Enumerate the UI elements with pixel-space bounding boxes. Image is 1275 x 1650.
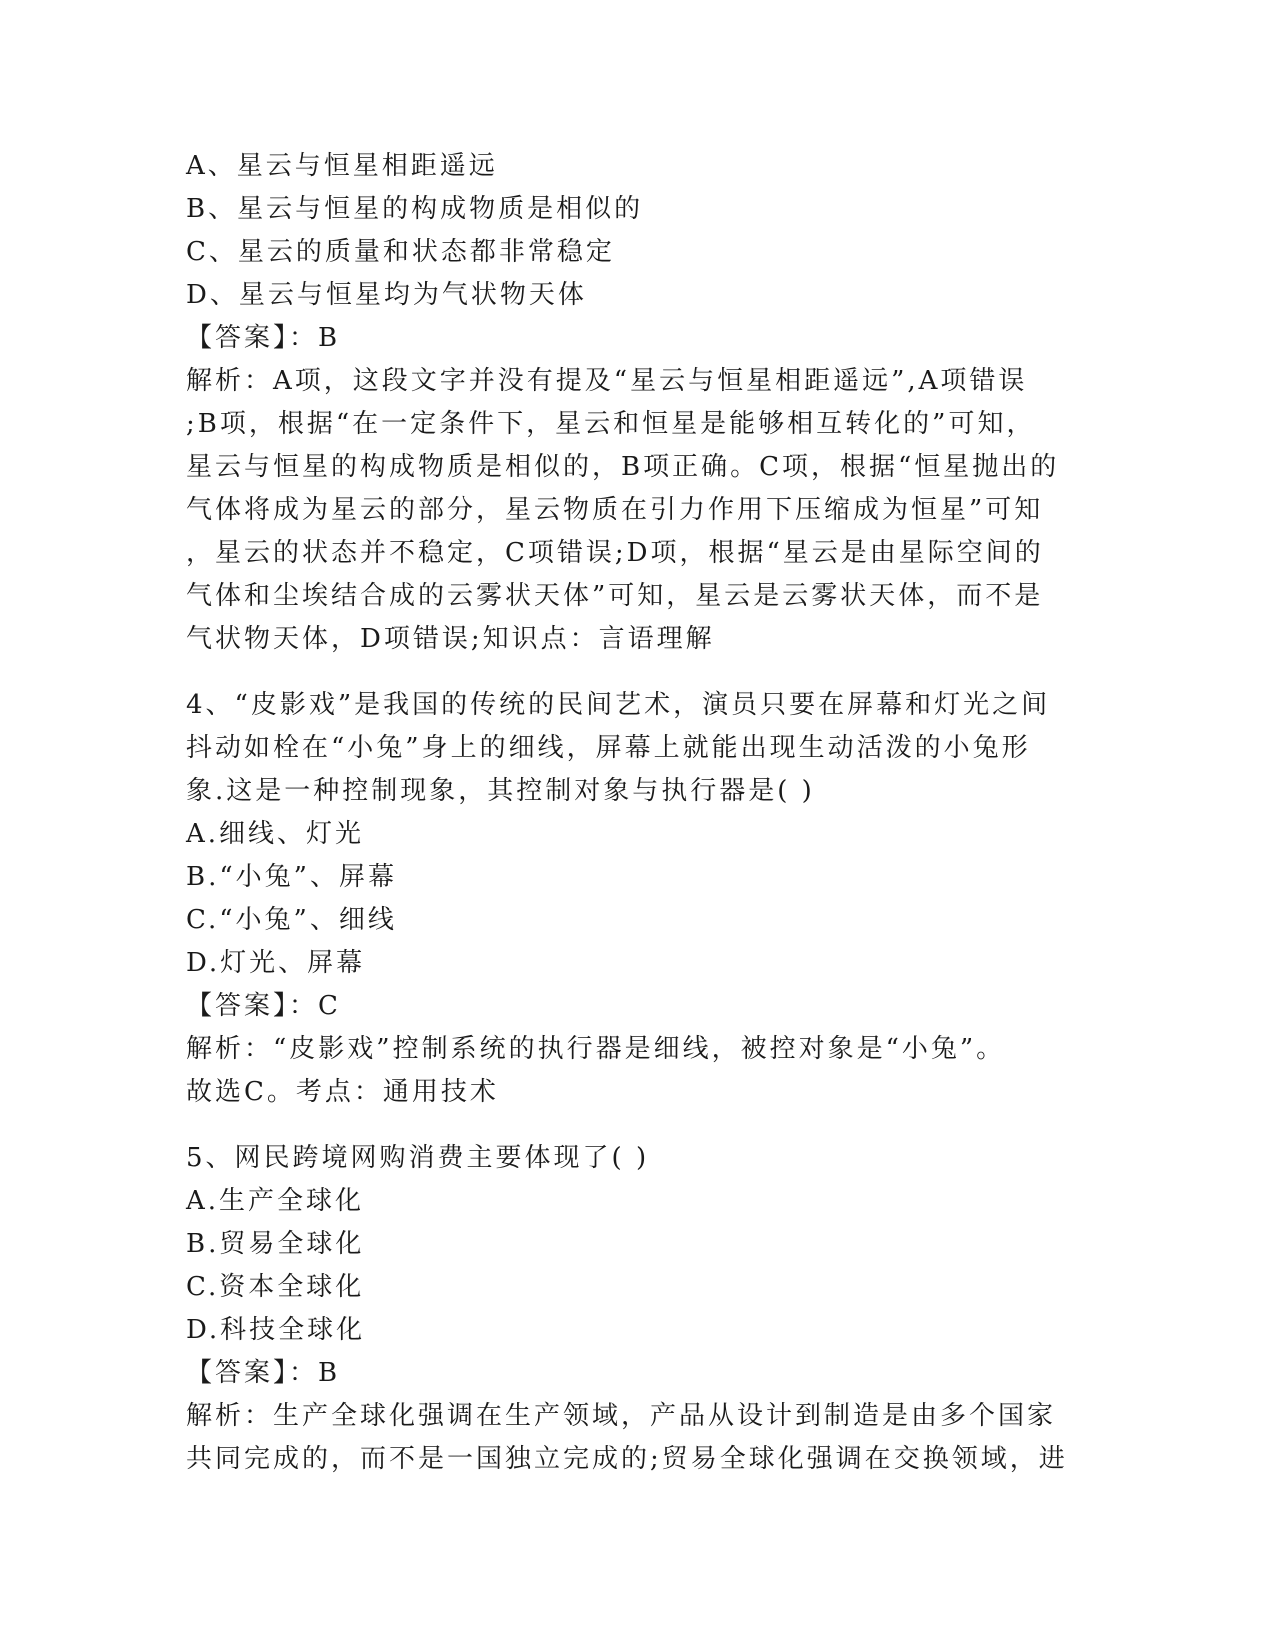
option-b: B、星云与恒星的构成物质是相似的: [186, 194, 644, 224]
question-3-block: [186, 145, 1075, 661]
question-4-block: [186, 684, 1075, 1114]
question-stem: 5、网民跨境网购消费主要体现了( ): [186, 1143, 650, 1173]
option-a: A.细线、灯光: [186, 819, 365, 849]
analysis-line: ，星云的状态并不稳定，C项错误;D项，根据“星云是由星际空间的: [186, 538, 1044, 568]
answer-line: 【答案】：B: [186, 1358, 341, 1388]
analysis-line: 气状物天体，D项错误;知识点：言语理解: [186, 624, 715, 654]
option-d: D、星云与恒星均为气状物天体: [186, 280, 587, 310]
option-a: A、星云与恒星相距遥远: [186, 151, 498, 181]
option-b: B.贸易全球化: [186, 1229, 365, 1259]
answer-line: 【答案】：C: [186, 991, 341, 1021]
analysis-line: ;B项，根据“在一定条件下，星云和恒星是能够相互转化的”可知，: [186, 409, 1036, 439]
question-stem: 4、“皮影戏”是我国的传统的民间艺术，演员只要在屏幕和灯光之间: [186, 690, 1051, 720]
option-d: D.科技全球化: [186, 1315, 366, 1345]
option-a: A.生产全球化: [186, 1186, 365, 1216]
option-b: B.“小兔”、屏幕: [186, 862, 397, 892]
question-stem: 抖动如栓在“小兔”身上的细线，屏幕上就能出现生动活泼的小兔形: [186, 733, 1031, 763]
analysis-line: 解析：生产全球化强调在生产领域，产品从设计到制造是由多个国家: [186, 1401, 1057, 1431]
analysis-line: 气体和尘埃结合成的云雾状天体”可知，星云是云雾状天体，而不是: [186, 581, 1044, 611]
answer-line: 【答案】：B: [186, 323, 341, 353]
analysis-line: 星云与恒星的构成物质是相似的，B项正确。C项，根据“恒星抛出的: [186, 452, 1060, 482]
option-d: D.灯光、屏幕: [186, 948, 366, 978]
option-c: C.“小兔”、细线: [186, 905, 397, 935]
question-stem: 象.这是一种控制现象，其控制对象与执行器是( ): [186, 776, 815, 806]
analysis-line: 解析：“皮影戏”控制系统的执行器是细线，被控对象是“小兔”。: [186, 1034, 1006, 1064]
analysis-line: 解析：A项，这段文字并没有提及“星云与恒星相距遥远”,A项错误: [186, 366, 1028, 396]
spacer: [186, 1114, 1075, 1137]
option-c: C、星云的质量和状态都非常稳定: [186, 237, 615, 267]
analysis-line: 共同完成的，而不是一国独立完成的;贸易全球化强调在交换领域，进: [186, 1444, 1068, 1474]
analysis-line: 故选C。考点：通用技术: [186, 1077, 499, 1107]
option-c: C.资本全球化: [186, 1272, 365, 1302]
spacer: [186, 661, 1075, 684]
analysis-line: 气体将成为星云的部分，星云物质在引力作用下压缩成为恒星”可知: [186, 495, 1044, 525]
question-5-block: [186, 1137, 1075, 1481]
